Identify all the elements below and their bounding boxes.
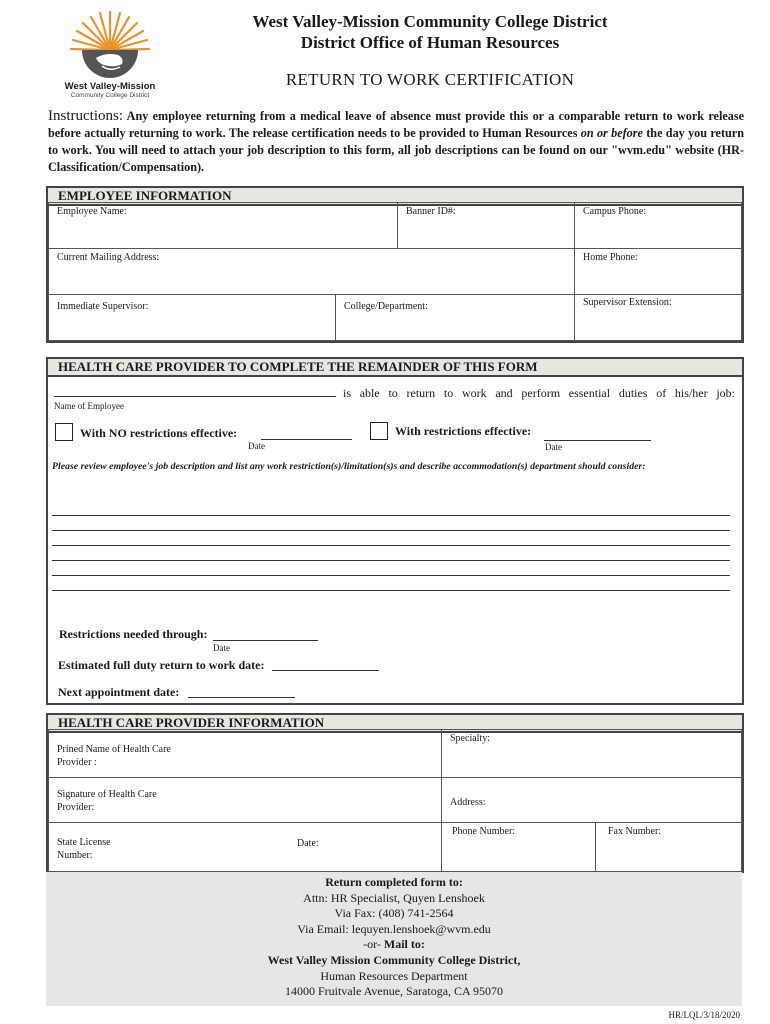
- sunburst-logo-icon: [60, 8, 160, 88]
- return-instructions: [46, 872, 742, 1006]
- mailing-address-label: Current Mailing Address:: [57, 252, 160, 263]
- specialty-field[interactable]: [441, 729, 742, 778]
- return-mail-to: Mail to:: [383, 937, 425, 952]
- no-restrictions-label: With NO restrictions effective:: [80, 426, 238, 440]
- with-restrictions-date-line[interactable]: [544, 427, 651, 441]
- supervisor-extension-field[interactable]: [574, 294, 742, 341]
- full-duty-label: Estimated full duty return to work date:: [58, 658, 265, 672]
- provider-section: [46, 357, 744, 705]
- employee-name-field[interactable]: [48, 202, 398, 249]
- license-field[interactable]: [48, 822, 442, 872]
- with-restrictions-label: With restrictions effective:: [395, 424, 532, 438]
- no-restrictions-checkbox[interactable]: [55, 423, 73, 441]
- campus-phone-field[interactable]: [574, 202, 742, 249]
- signature-label: Signature of Health Care Provider:: [57, 789, 157, 813]
- phone-label: Phone Number:: [452, 826, 516, 837]
- instructions-emphasis: on or before: [580, 126, 643, 140]
- with-restrictions-date-caption: Date: [545, 442, 562, 452]
- banner-id-field[interactable]: [397, 202, 575, 249]
- instructions-text-2: the day you return to work. You will need to attach your job description to this form, all job descriptions can be found on our "wvm.edu" website (HR-Classification/Compensation).: [48, 126, 744, 174]
- fax-label: Fax Number:: [608, 826, 662, 837]
- logo-name: West Valley-Mission: [64, 81, 156, 92]
- district-logo: [60, 8, 160, 98]
- college-department-field[interactable]: [335, 294, 575, 341]
- home-phone-label: Home Phone:: [583, 252, 638, 263]
- return-heading: Return completed form to:: [325, 875, 463, 889]
- restrictions-line-5[interactable]: [52, 563, 730, 576]
- return-address: 14000 Fruitvale Avenue, Saratoga, CA 95070: [284, 984, 504, 999]
- full-duty-line[interactable]: [272, 658, 379, 671]
- restrictions-line-2[interactable]: [52, 518, 730, 531]
- no-restrictions-date-caption: Date: [248, 441, 265, 451]
- license-label: State License Number:: [57, 837, 111, 861]
- signature-field[interactable]: [48, 777, 442, 823]
- fax-field[interactable]: [595, 822, 742, 872]
- supervisor-label: Immediate Supervisor:: [57, 301, 149, 312]
- page-title: RETURN TO WORK CERTIFICATION: [285, 70, 575, 89]
- return-department: Human Resources Department: [320, 968, 468, 983]
- supervisor-extension-label: Supervisor Extension:: [583, 297, 672, 308]
- supervisor-field[interactable]: [48, 294, 336, 341]
- college-department-label: College/Department:: [344, 301, 428, 312]
- restrictions-through-label: Restrictions needed through:: [59, 627, 208, 641]
- date-label: Date:: [297, 838, 319, 849]
- return-or: -or-: [363, 937, 384, 952]
- address-label: Address:: [450, 797, 486, 808]
- name-of-employee-caption: Name of Employee: [54, 401, 124, 411]
- home-phone-field[interactable]: [574, 248, 742, 295]
- district-name: West Valley-Mission Community College District: [252, 12, 608, 31]
- no-restrictions-date-line[interactable]: [261, 426, 352, 440]
- restrictions-through-line[interactable]: [213, 628, 318, 641]
- restrictions-through-date-caption: Date: [213, 643, 230, 653]
- return-district: West Valley Mission Community College District,: [267, 952, 521, 967]
- employee-info-heading: EMPLOYEE INFORMATION: [48, 188, 742, 206]
- restrictions-line-6[interactable]: [52, 578, 730, 591]
- form-code: HR/LQL/3/18/2020: [668, 1010, 740, 1020]
- specialty-label: Specialty:: [450, 733, 490, 744]
- office-name: District Office of Human Resources: [300, 33, 560, 52]
- return-mail-line: [46, 937, 742, 953]
- return-fax: Via Fax: (408) 741-2564: [334, 906, 454, 921]
- restrictions-line-3[interactable]: [52, 533, 730, 546]
- employee-name-line[interactable]: [54, 384, 336, 397]
- with-restrictions-checkbox[interactable]: [370, 422, 388, 440]
- instructions-lead: Instructions:: [48, 108, 123, 124]
- printed-name-label: Prined Name of Health Care Provider :: [57, 744, 171, 768]
- provider-section-heading: HEALTH CARE PROVIDER TO COMPLETE THE REMAINDER OF THIS FORM: [48, 359, 742, 377]
- mailing-address-field[interactable]: [48, 248, 575, 295]
- logo-subtitle: Community College District: [70, 92, 150, 99]
- phone-field[interactable]: [441, 822, 596, 872]
- restrictions-line-4[interactable]: [52, 548, 730, 561]
- able-to-return-text: is able to return to work and perform essential duties of his/her job:: [343, 386, 735, 400]
- instructions-text-1: Any employee returning from a medical leave of absence must provide this or a comparable return to work release before actually returning to work. The release certification needs to be provided to Human Resources: [48, 109, 744, 140]
- return-attn: Attn: HR Specialist, Quyen Lenshoek: [303, 890, 485, 905]
- next-appointment-label: Next appointment date:: [58, 685, 180, 699]
- campus-phone-label: Campus Phone:: [583, 206, 647, 217]
- restrictions-line-1[interactable]: [52, 503, 730, 516]
- banner-id-label: Banner ID#:: [406, 206, 456, 217]
- printed-name-field[interactable]: [48, 729, 442, 778]
- address-field[interactable]: [441, 777, 742, 823]
- employee-name-label: Employee Name:: [57, 206, 127, 217]
- provider-info-heading: HEALTH CARE PROVIDER INFORMATION: [48, 715, 742, 733]
- review-instructions: Please review employee's job description and list any work restriction(s)/limitation(s)s and describe accommodation(s) department should consider:: [52, 461, 646, 472]
- next-appointment-line[interactable]: [188, 685, 295, 698]
- return-email: Via Email: lequyen.lenshoek@wvm.edu: [297, 921, 491, 936]
- instructions: [48, 108, 744, 176]
